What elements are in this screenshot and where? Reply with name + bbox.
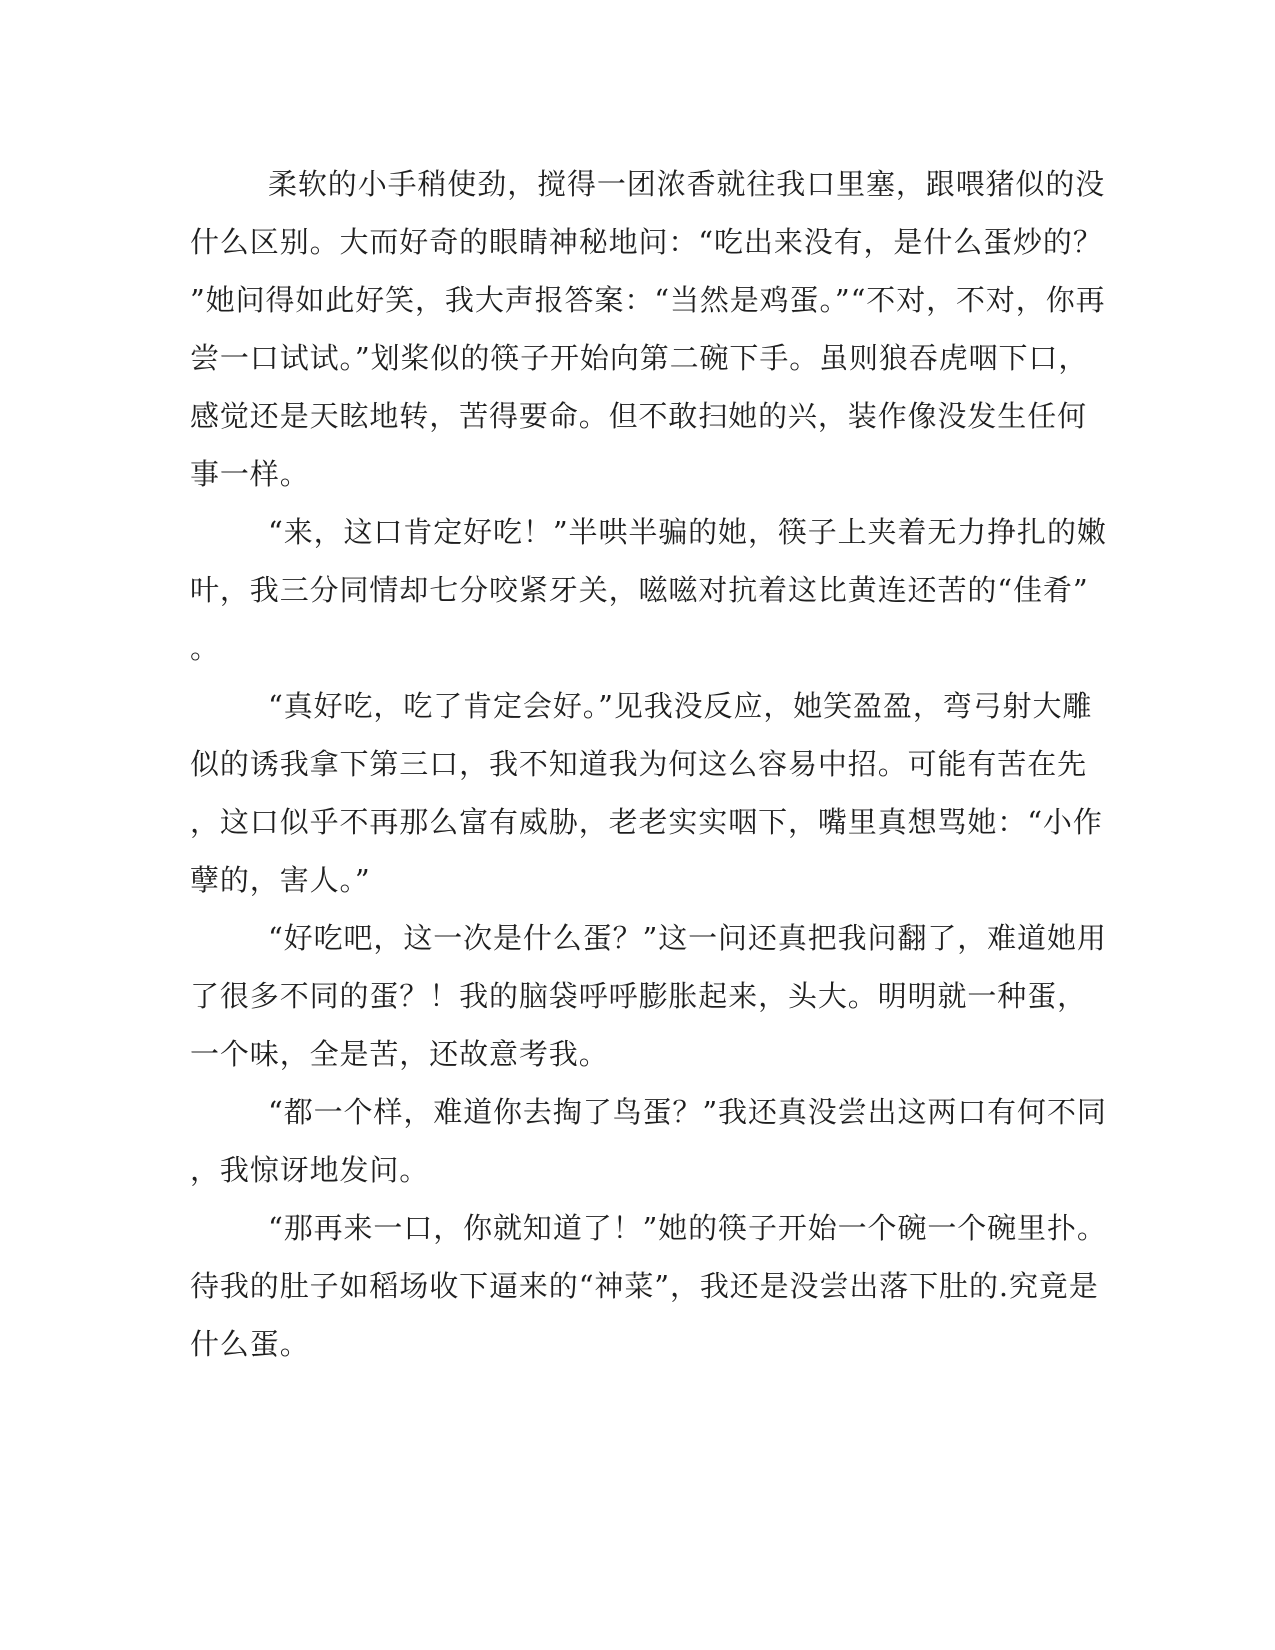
paragraph-3-line-4: 孽的，害人。”: [190, 863, 371, 897]
paragraph-4-line-1: “好吃吧，这一次是什么蛋？”这一问还真把我问翻了，难道她用: [268, 921, 1107, 955]
paragraph-2-line-3: 。: [190, 631, 220, 665]
paragraph-4-line-3: 一个味，全是苦，还故意考我。: [190, 1037, 609, 1071]
paragraph-1-line-3: ”她问得如此好笑，我大声报答案：“当然是鸡蛋。”“不对，不对，你再: [190, 283, 1106, 317]
paragraph-6-line-3: 什么蛋。: [190, 1327, 310, 1361]
paragraph-2-line-2: 叶，我三分同情却七分咬紧牙关，嗞嗞对抗着这比黄连还苦的“佳肴”: [190, 573, 1089, 607]
paragraph-5-line-1: “都一个样，难道你去掏了鸟蛋？”我还真没尝出这两口有何不同: [268, 1095, 1107, 1129]
paragraph-1-line-2: 什么区别。大而好奇的眼睛神秘地问：“吃出来没有，是什么蛋炒的？: [190, 225, 1103, 259]
paragraph-1-line-1: 柔软的小手稍使劲，搅得一团浓香就往我口里塞，跟喂猪似的没: [268, 167, 1106, 201]
paragraph-3-line-1: “真好吃，吃了肯定会好。”见我没反应，她笑盈盈，弯弓射大雕: [268, 689, 1093, 723]
paragraph-6-line-2: 待我的肚子如稻场收下逼来的“神菜”，我还是没尝出落下肚的.究竟是: [190, 1269, 1099, 1303]
paragraph-1-line-4: 尝一口试试。”划桨似的筷子开始向第二碗下手。虽则狼吞虎咽下口，: [190, 341, 1089, 375]
paragraph-5-line-2: ，我惊讶地发问。: [190, 1153, 430, 1187]
paragraph-4-line-2: 了很多不同的蛋？！我的脑袋呼呼膨胀起来，头大。明明就一种蛋，: [190, 979, 1088, 1013]
paragraph-1-line-6: 事一样。: [190, 457, 310, 491]
paragraph-3-line-2: 似的诱我拿下第三口，我不知道我为何这么容易中招。可能有苦在先: [190, 747, 1088, 781]
paragraph-1-line-5: 感觉还是天眩地转，苦得要命。但不敢扫她的兴，装作像没发生任何: [190, 399, 1088, 433]
paragraph-2-line-1: “来，这口肯定好吃！”半哄半骗的她，筷子上夹着无力挣扎的嫩: [268, 515, 1107, 549]
paragraph-6-line-1: “那再来一口，你就知道了！”她的筷子开始一个碗一个碗里扑。: [268, 1211, 1107, 1245]
paragraph-3-line-3: ，这口似乎不再那么富有威胁，老老实实咽下，嘴里真想骂她：“小作: [190, 805, 1103, 839]
